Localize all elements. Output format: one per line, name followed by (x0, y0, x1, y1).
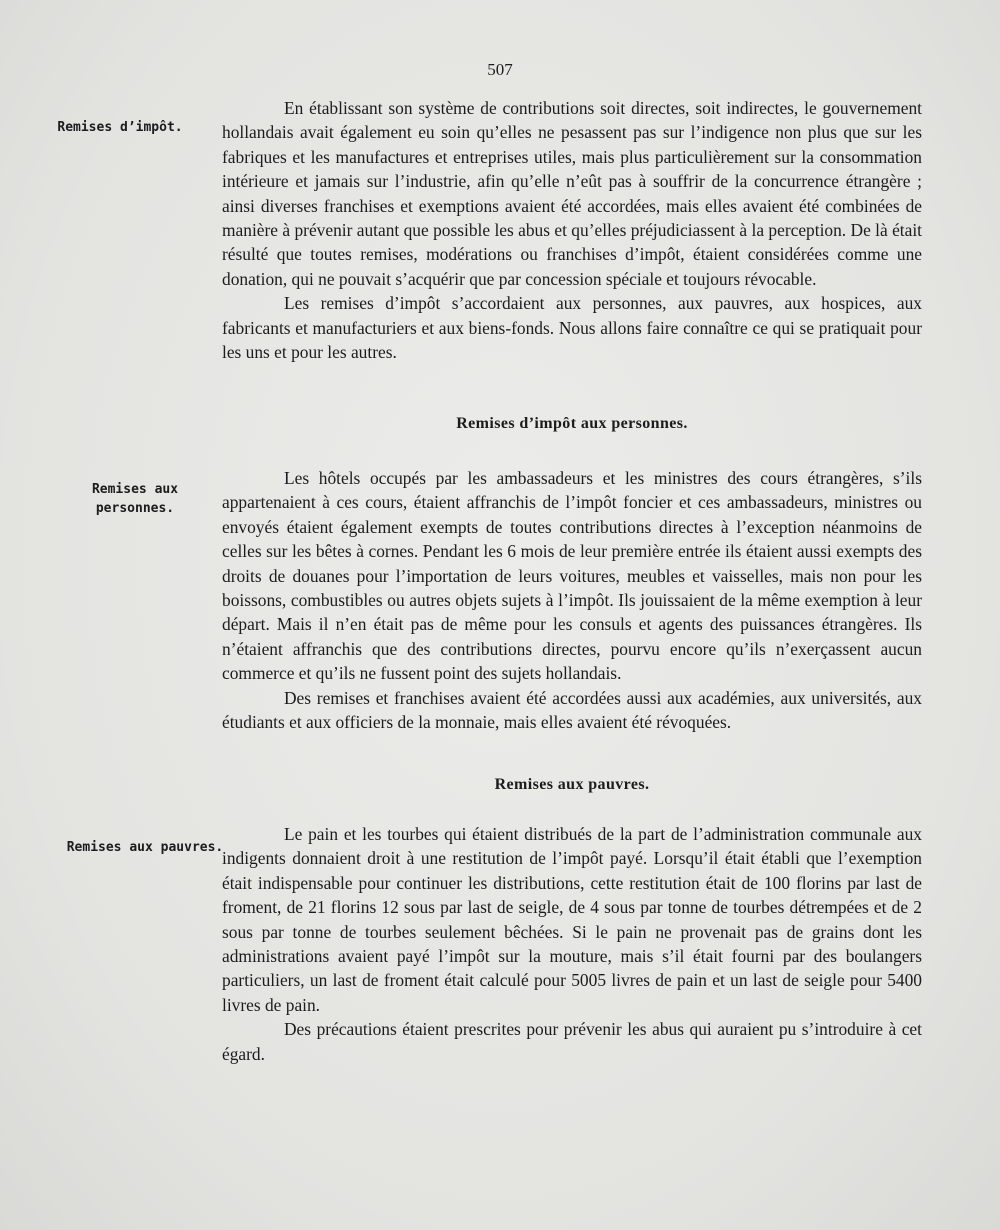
section-2-body (222, 466, 922, 734)
paragraph: Des remises et franchises avaient été accordées aussi aux académies, aux universités, aux étudiants et aux officiers de la monnaie, mais elles avaient été révoquées. (222, 687, 922, 733)
paragraph: Le pain et les tourbes qui étaient distribués de la part de l’administration communale aux indigents donnaient droit à une restitution de l’impôt payé. Lorsqu’il était établi que l’exemption était indispensable pour continuer les distributions, cette restitution était de 100 florins par last de froment, de 21 florins 12 sous par last de seigle, de 4 sous par tonne de tourbes détrempées et de 2 sous par tonne de tourbes seulement bêchées. Si le pain ne provenait pas de grains dont les administrations avaient payé l’impôt sur la mouture, mais s’il était fourni par des boulangers particuliers, un last de froment était calculé pour 5005 livres de pain et un last de seigle pour 5400 livres de pain. (222, 824, 922, 1015)
margin-note-remises-impot: Remises d’impôt. (57, 120, 183, 135)
section-heading-personnes: Remises d’impôt aux personnes. (456, 415, 688, 432)
section-1-body (222, 96, 922, 364)
page-number: 507 (487, 60, 513, 79)
margin-note-remises-personnes: Remises aux personnes. (91, 482, 179, 516)
section-heading-pauvres: Remises aux pauvres. (494, 776, 650, 793)
paragraph: Les hôtels occupés par les ambassadeurs et les ministres des cours étrangères, s’ils appartenaient à ces cours, étaient affranchis de l’impôt foncier et ces ambassadeurs, ministres ou envoyés étaient également exempts de toutes contributions directes à l’exception néanmoins de celles sur les bêtes à cornes. Pendant les 6 mois de leur première entrée ils étaient aussi exempts des droits de douanes pour l’importation de leurs voitures, meubles et vaisselles, mais non pour les boissons, combustibles ou autres objets sujets à l’impôt. Ils jouissaient de la même exemption à leur départ. Mais il n’en était pas de même pour les consuls et agents des puissances étrangères. Ils n’étaient affranchis que des contributions directes, pourvu encore qu’ils n’exerçassent aucun commerce et qu’ils ne fussent point des sujets hollandais. (222, 468, 922, 684)
section-3-body (222, 822, 922, 1066)
paragraph: Les remises d’impôt s’accordaient aux personnes, aux pauvres, aux hospices, aux fabricants et manufacturiers et aux biens-fonds. Nous allons faire connaître ce qui se pratiquait pour les uns et pour les autres. (222, 293, 922, 363)
paragraph: En établissant son système de contributions soit directes, soit indirectes, le gouvernement hollandais avait également eu soin qu’elles ne pesassent pas sur l’indigence non plus que sur les fabriques et les manufactures et entreprises utiles, mais plus particulièrement sur la consommation intérieure et jamais sur l’industrie, afin qu’elle n’eût pas à souffrir de la concurrence étrangère ; ainsi diverses franchises et exemptions avaient été accordées, mais elles avaient été combinées de manière à prévenir autant que possible les abus et qu’elles préjudiciassent à la perception. De là était résulté que toutes remises, modérations ou franchises d’impôt, étaient considérées comme une donation, qui ne pouvait s’acquérir que par concession spéciale et toujours révocable. (222, 98, 922, 289)
paragraph: Des précautions étaient prescrites pour prévenir les abus qui auraient pu s’introduire à cet égard. (222, 1019, 922, 1064)
margin-note-remises-pauvres: Remises aux pauvres. (66, 840, 224, 855)
